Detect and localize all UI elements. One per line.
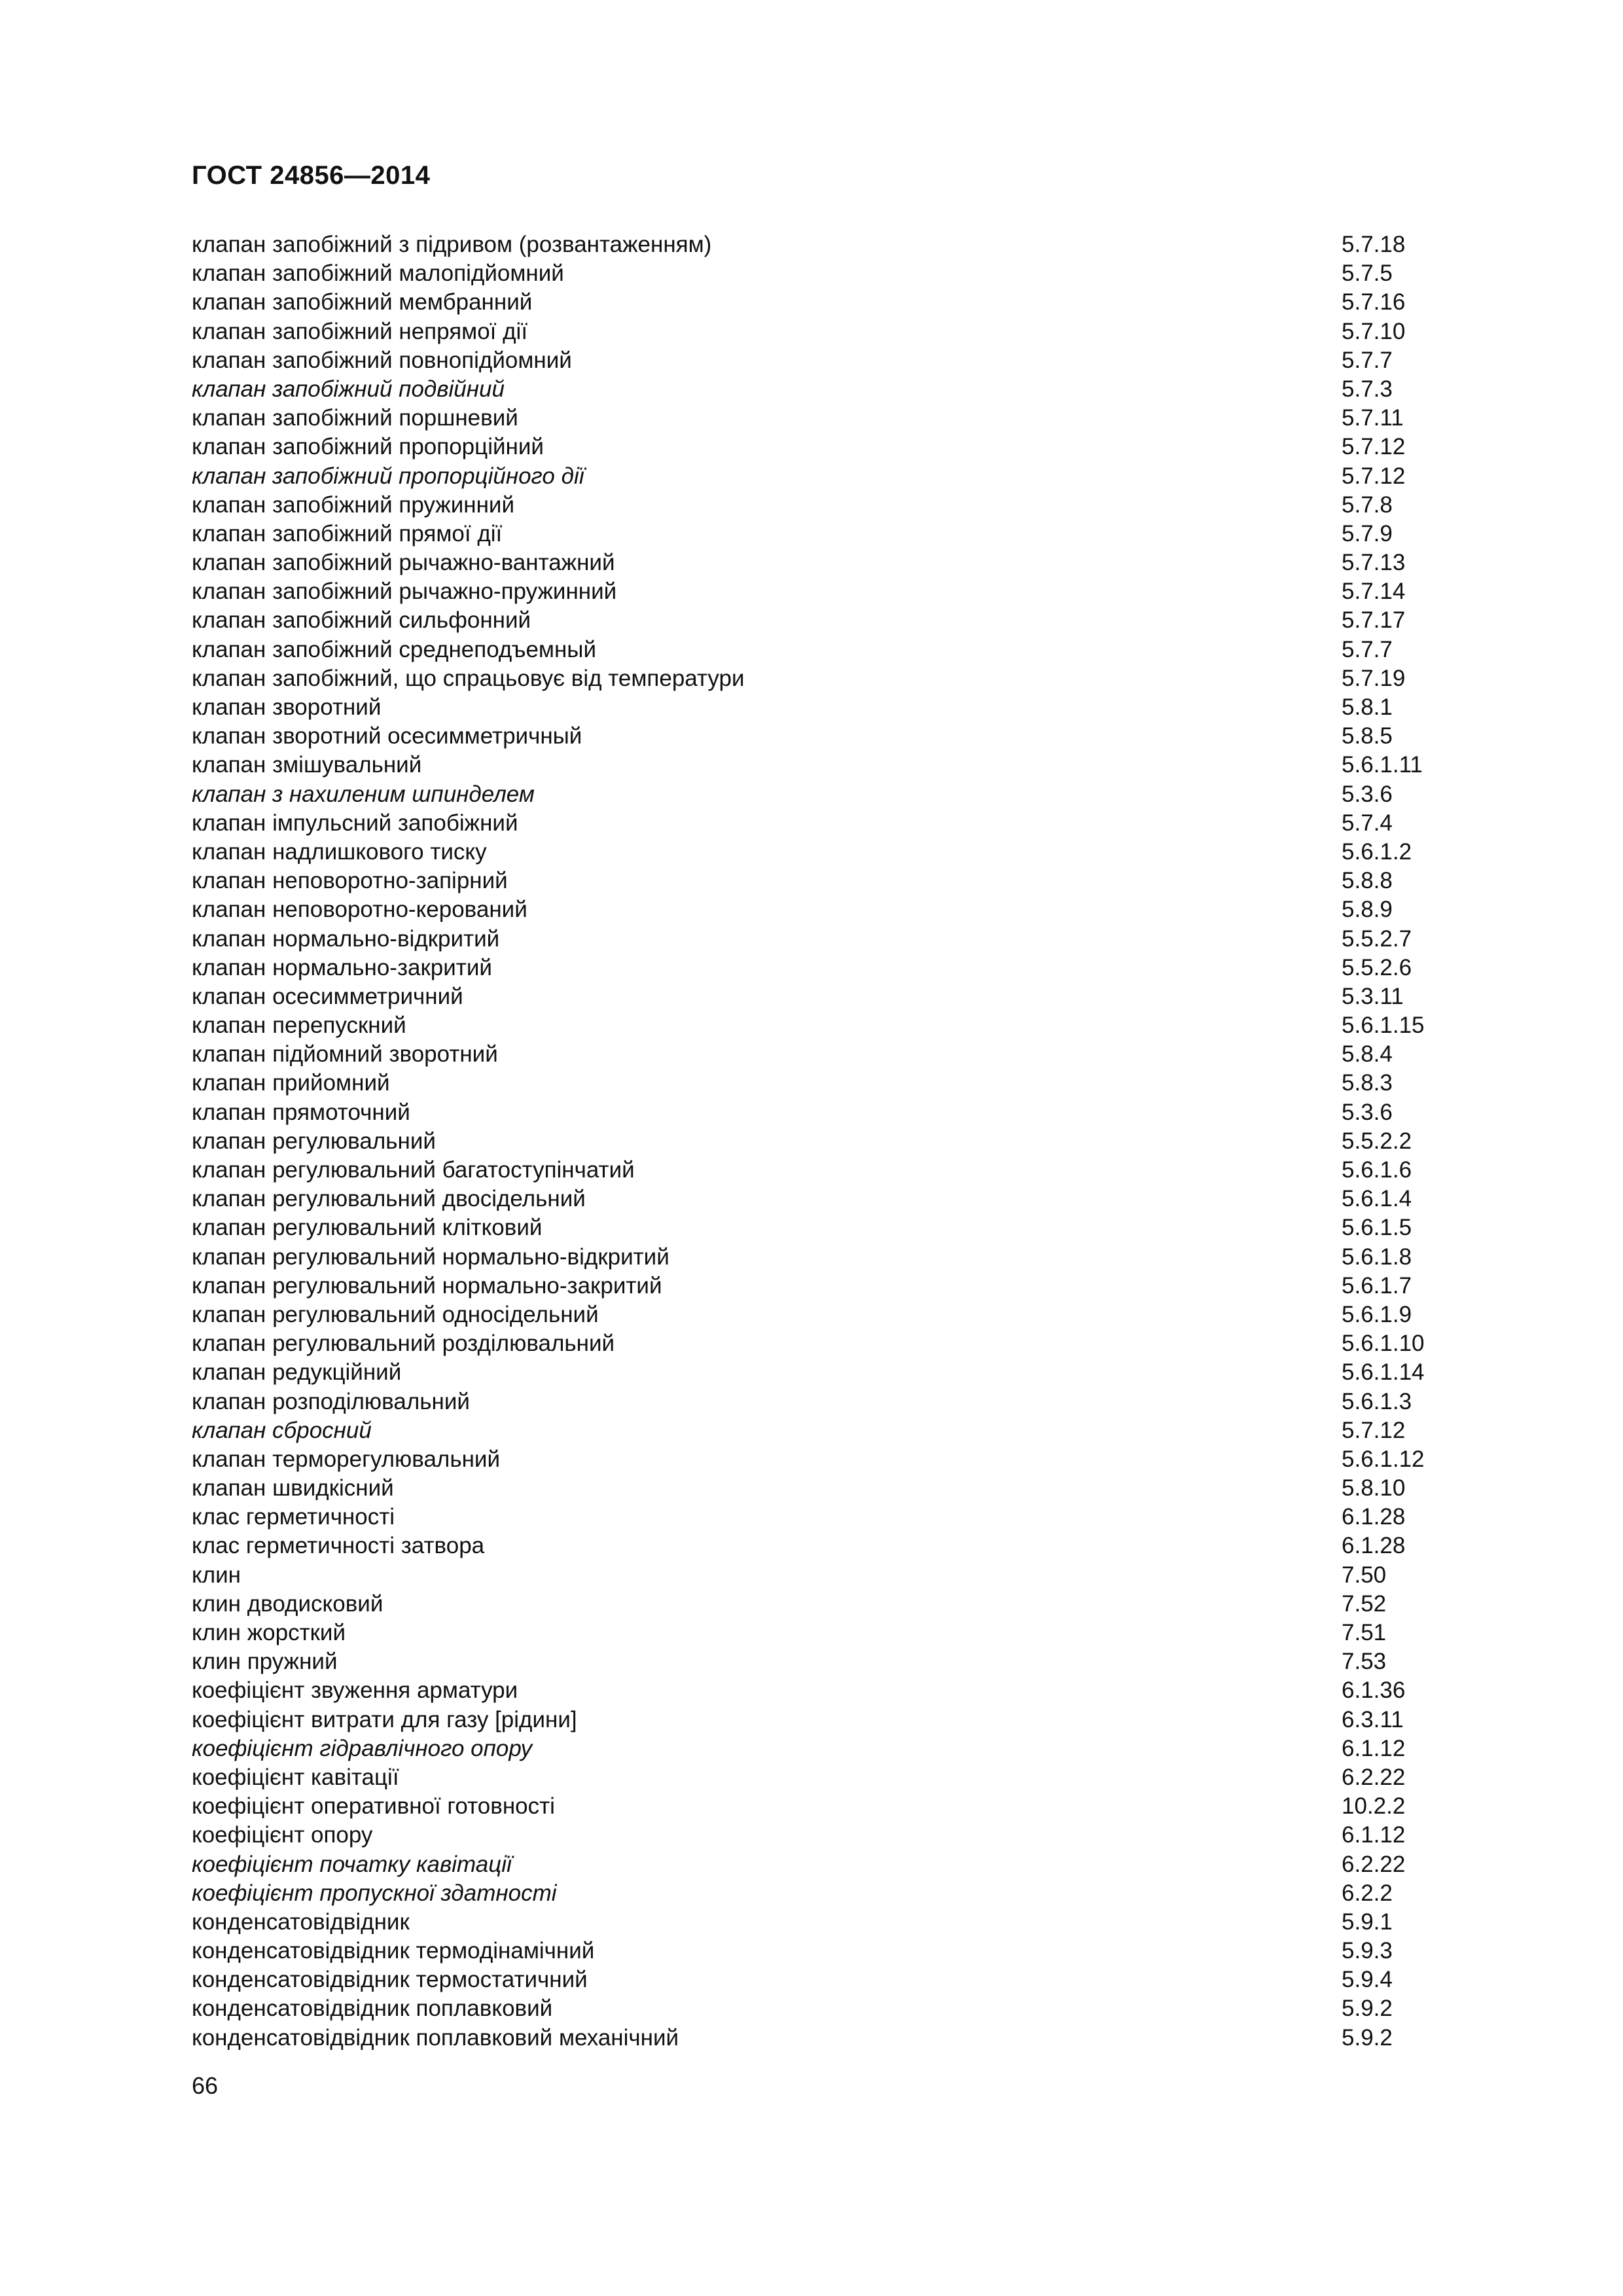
index-entry [192,404,1488,433]
index-entry [192,1011,1488,1040]
index-entry [192,577,1488,606]
index-ref: 10.2.2 [1342,1793,1406,1820]
index-term: клин дводисковий [192,1590,383,1617]
index-entry [192,1734,1488,1763]
index-term: клапан швидкісний [192,1475,394,1501]
index-entry [192,1445,1488,1474]
index-ref: 6.1.28 [1342,1504,1406,1530]
index-entry [192,895,1488,924]
index-ref: 6.1.12 [1342,1735,1406,1761]
index-entry [192,1821,1488,1850]
index-ref: 5.7.18 [1342,232,1406,257]
index-entry [192,491,1488,520]
index-ref: 5.8.1 [1342,694,1393,720]
index-term: коефіцієнт початку кавітації [192,1851,512,1877]
index-term: клапан запобіжний пружинний [192,492,515,518]
index-entry [192,751,1488,780]
index-ref: 5.7.12 [1342,434,1406,460]
index-ref: 5.7.9 [1342,520,1393,547]
index-ref: 5.8.4 [1342,1041,1393,1067]
index-term: клапан регулювальний клітковий [192,1215,543,1241]
index-term: клапан імпульсний запобіжний [192,810,518,836]
index-entry [192,1185,1488,1213]
index-term: клапан регулювальний нормально-закритий [192,1272,662,1299]
index-entry [192,954,1488,982]
index-entry [192,780,1488,809]
index-entry [192,548,1488,577]
index-ref: 5.9.2 [1342,1996,1393,2022]
index-entry [192,520,1488,548]
index-entry [192,809,1488,838]
index-ref: 5.6.1.8 [1342,1244,1412,1270]
index-entry [192,1069,1488,1098]
index-term: клапан нормально-закритий [192,954,492,980]
index-ref: 5.3.6 [1342,781,1393,807]
index-term: клапан підйомний зворотний [192,1041,498,1067]
index-ref: 5.6.1.4 [1342,1186,1412,1212]
index-ref: 5.7.19 [1342,665,1406,691]
index-term: клапан зворотний осесимметричный [192,723,582,749]
index-term: клапан осесимметричний [192,983,463,1009]
index-ref: 5.7.10 [1342,318,1406,344]
index-ref: 5.5.2.2 [1342,1128,1412,1154]
index-ref: 5.6.1.9 [1342,1301,1412,1327]
index-ref: 6.1.36 [1342,1677,1406,1704]
index-term: клапан запобіжний сильфонний [192,607,531,634]
index-term: клапан запобіжний з підривом (розвантаженням) [192,232,712,257]
index-entry [192,693,1488,722]
index-term: клапан регулювальний нормально-відкритий [192,1244,669,1270]
index-entry [192,982,1488,1011]
index-list [192,230,1488,2053]
index-entry [192,1994,1488,2023]
index-term: конденсатовідвідник поплавковий механічний [192,2024,679,2051]
index-term: коефіцієнт витрати для газу [рідини] [192,1706,577,1732]
index-ref: 5.6.1.6 [1342,1157,1412,1183]
index-ref: 7.50 [1342,1562,1387,1588]
index-ref: 5.6.1.7 [1342,1272,1412,1299]
index-entry [192,1879,1488,1908]
index-entry [192,1474,1488,1503]
index-term: клин [192,1562,241,1588]
index-entry [192,1619,1488,1647]
index-entry [192,838,1488,867]
index-entry [192,1908,1488,1937]
index-ref: 5.9.4 [1342,1967,1393,1993]
page-number: 66 [192,2072,219,2099]
index-ref: 5.7.11 [1342,405,1404,431]
index-term: клапан з нахиленим шпинделем [192,781,535,807]
index-term: клапан перепускний [192,1013,406,1039]
index-ref: 5.6.1.3 [1342,1388,1412,1414]
index-term: конденсатовідвідник термодінамічний [192,1938,595,1964]
index-ref: 5.3.6 [1342,1099,1393,1125]
index-term: коефіцієнт кавітації [192,1764,399,1790]
index-entry [192,230,1488,259]
index-ref: 6.2.22 [1342,1851,1406,1877]
index-term: клапан запобіжний подвійний [192,376,505,402]
index-term: клапан запобіжний повнопідйомний [192,347,572,373]
index-term: клапан прямоточний [192,1099,410,1125]
index-term: клапан регулювальний двосідельний [192,1186,586,1212]
index-ref: 5.8.8 [1342,868,1393,894]
index-term: коефіцієнт гідравлічного опору [192,1735,533,1761]
index-entry [192,664,1488,693]
index-ref: 5.7.3 [1342,376,1393,402]
index-term: клапан надлишкового тиску [192,838,487,865]
index-entry [192,433,1488,461]
index-entry [192,1647,1488,1676]
index-entry [192,1965,1488,1994]
index-entry [192,1416,1488,1445]
index-ref: 5.6.1.2 [1342,838,1412,865]
index-ref: 5.9.1 [1342,1909,1393,1935]
index-entry [192,375,1488,404]
index-entry [192,1329,1488,1358]
index-ref: 5.3.11 [1342,983,1404,1009]
index-term: клапан запобіжний поршневий [192,405,518,431]
index-ref: 5.9.2 [1342,2024,1393,2051]
index-term: конденсатовідвідник [192,1909,410,1935]
index-term: клапан запобіжний пропорційного дії [192,463,584,489]
index-ref: 5.7.5 [1342,260,1393,287]
index-entry [192,1561,1488,1590]
index-entry [192,317,1488,346]
index-term: клапан регулювальний розділювальний [192,1331,615,1357]
index-entry [192,1300,1488,1329]
index-entry [192,462,1488,491]
index-ref: 5.7.17 [1342,607,1406,634]
index-term: клапан регулювальний [192,1128,436,1154]
index-term: коефіцієнт оперативної готовності [192,1793,555,1820]
index-term: клин пружний [192,1649,338,1675]
index-term: клапан нормально-відкритий [192,925,500,952]
index-ref: 5.7.12 [1342,1417,1406,1443]
index-entry [192,259,1488,288]
index-ref: 5.6.1.10 [1342,1331,1425,1357]
index-term: клапан запобіжний пропорційний [192,434,544,460]
index-ref: 5.7.8 [1342,492,1393,518]
index-term: клапан неповоротно-керований [192,897,527,923]
index-ref: 5.7.7 [1342,347,1393,373]
index-term: конденсатовідвідник термостатичний [192,1967,588,1993]
index-ref: 5.7.13 [1342,550,1406,576]
index-ref: 5.8.5 [1342,723,1393,749]
index-term: коефіцієнт звуження арматури [192,1677,518,1704]
index-term: клапан зворотний [192,694,382,720]
index-entry [192,1098,1488,1127]
index-term: клапан запобіжний мембранний [192,289,533,315]
index-term: клапан запобіжний рычажно-пружинний [192,579,617,605]
index-term: конденсатовідвідник поплавковий [192,1996,553,2022]
index-entry [192,1763,1488,1792]
index-term: клас герметичності затвора [192,1533,485,1559]
index-entry [192,1706,1488,1734]
index-entry [192,1937,1488,1965]
index-entry [192,1272,1488,1300]
index-ref: 5.6.1.14 [1342,1359,1425,1386]
index-ref: 5.8.10 [1342,1475,1406,1501]
index-term: клапан змішувальний [192,752,422,778]
index-ref: 5.6.1.15 [1342,1013,1425,1039]
index-term: клин жорсткий [192,1620,346,1645]
index-term: клапан терморегулювальний [192,1446,501,1472]
index-term: клапан неповоротно-запірний [192,868,508,894]
index-term: клапан регулювальний багатоступінчатий [192,1157,635,1183]
index-ref: 5.7.16 [1342,289,1406,315]
index-entry [192,606,1488,635]
index-ref: 5.6.1.5 [1342,1215,1412,1241]
index-ref: 5.7.12 [1342,463,1406,489]
index-entry [192,1792,1488,1821]
index-term: клапан запобіжний прямої дії [192,520,503,547]
index-entry [192,1850,1488,1879]
index-term: коефіцієнт опору [192,1822,373,1848]
index-entry [192,2024,1488,2053]
index-ref: 5.6.1.11 [1342,752,1423,778]
index-entry [192,1127,1488,1156]
index-ref: 5.7.4 [1342,810,1393,836]
index-entry [192,346,1488,375]
index-ref: 6.1.12 [1342,1822,1406,1848]
index-entry [192,722,1488,751]
index-ref: 7.53 [1342,1649,1387,1675]
index-term: клапан прийомний [192,1070,390,1096]
index-entry [192,1156,1488,1185]
index-ref: 6.2.2 [1342,1880,1393,1906]
index-entry [192,636,1488,664]
index-term: клапан запобіжний среднеподъемный [192,636,597,662]
index-ref: 5.9.3 [1342,1938,1393,1964]
index-ref: 5.8.9 [1342,897,1393,923]
index-entry [192,1388,1488,1416]
index-entry [192,925,1488,954]
index-term: клапан запобіжний рычажно-вантажний [192,550,615,576]
index-entry [192,1243,1488,1272]
index-ref: 5.5.2.7 [1342,925,1412,952]
index-ref: 7.52 [1342,1590,1387,1617]
index-entry [192,1358,1488,1387]
index-term: клапан регулювальний односідельний [192,1301,599,1327]
index-ref: 6.1.28 [1342,1533,1406,1559]
index-term: клас герметичності [192,1504,395,1530]
page-header: ГОСТ 24856—2014 [192,161,431,190]
index-entry [192,1676,1488,1705]
index-ref: 7.51 [1342,1620,1387,1645]
index-entry [192,1040,1488,1069]
index-entry [192,867,1488,895]
index-term: клапан розподілювальний [192,1388,470,1414]
index-entry [192,288,1488,317]
index-term: клапан запобіжний малопідйомний [192,260,564,287]
index-entry [192,1503,1488,1532]
index-ref: 5.8.3 [1342,1070,1393,1096]
index-term: клапан сбросний [192,1417,372,1443]
index-term: клапан запобіжний, що спрацьовує від температури [192,665,745,691]
index-entry [192,1213,1488,1242]
index-ref: 5.6.1.12 [1342,1446,1425,1472]
index-ref: 6.2.22 [1342,1764,1406,1790]
index-ref: 5.7.14 [1342,579,1406,605]
index-ref: 5.7.7 [1342,636,1393,662]
index-entry [192,1590,1488,1619]
index-term: клапан редукційний [192,1359,402,1386]
index-term: клапан запобіжний непрямої дії [192,318,528,344]
index-term: коефіцієнт пропускної здатності [192,1880,557,1906]
index-entry [192,1532,1488,1560]
index-ref: 5.5.2.6 [1342,954,1412,980]
index-ref: 6.3.11 [1342,1706,1404,1732]
